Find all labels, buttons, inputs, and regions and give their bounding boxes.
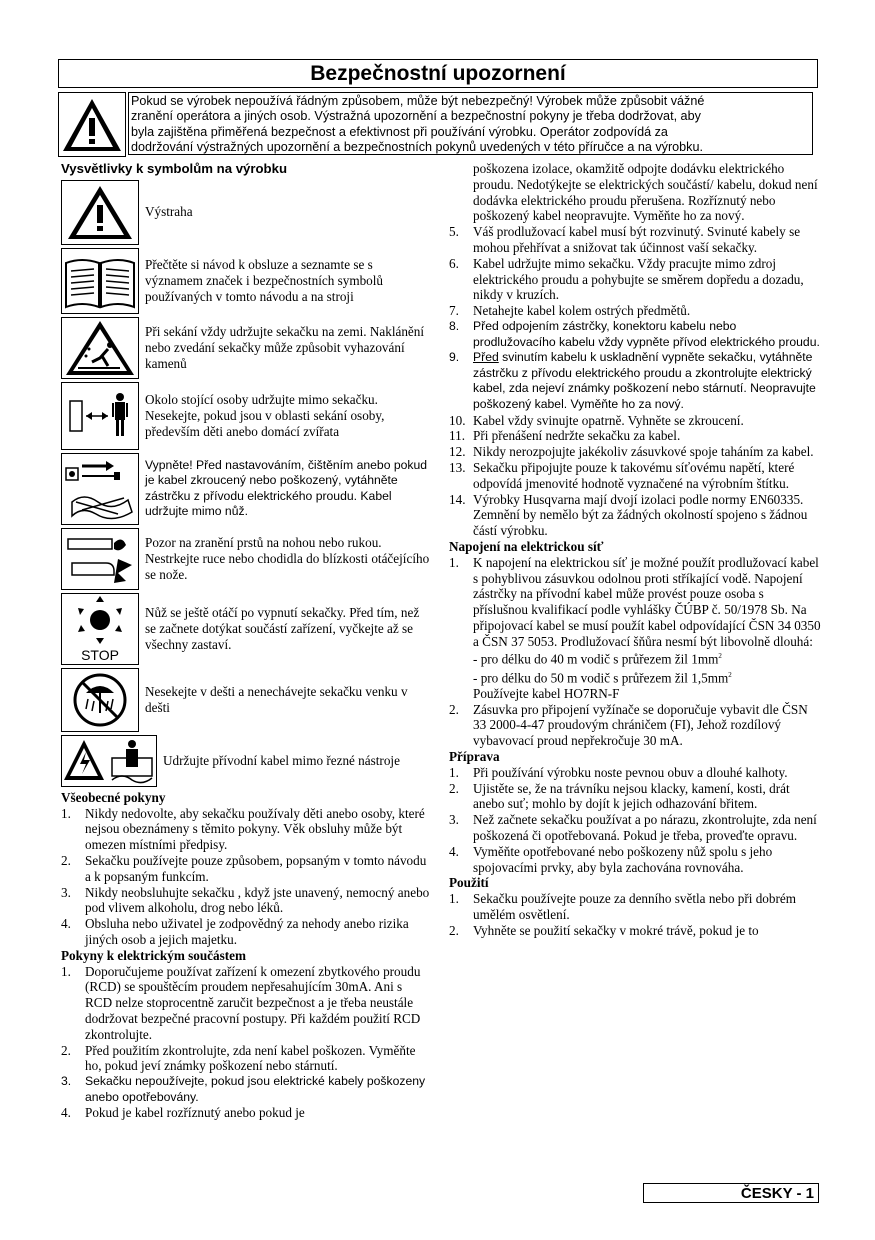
intro-line: byla zajištěna přiměřená bezpečnost a efektivnost při používání výrobku. Operátor zodpovídá za xyxy=(131,124,668,139)
blade-injury-icon xyxy=(61,528,139,590)
right-column xyxy=(449,161,821,939)
symbol-text: Udržujte přívodní kabel mimo řezné nástroje xyxy=(163,752,400,768)
symbol-row-unplug xyxy=(61,453,431,525)
warning-icon-frame xyxy=(58,92,126,157)
list-item: 2. Vyhněte se použití sekačky v mokré trávě, pokud je to xyxy=(449,922,759,938)
list-item: 12. Nikdy nerozpojujte jakékoliv zásuvkové spoje taháním za kabel. xyxy=(449,444,814,460)
electrical-item4-continuation: poškozena izolace, okamžitě odpojte dodávku elektrického proudu. Nedotýkejte se elektrických součástí/ kabelu, dokud není dodávka elektrického proudu přerušena. Rozříznutý nebo poškozený kabel neopravujte. Vyměňte ho za nový. xyxy=(473,161,818,224)
list-item: 1. Nikdy nedovolte, aby sekačku používaly děti anebo osoby, které nejsou obeznámeny s těmito pokyny. Věk obsluhy může být omezen místními předpisy. xyxy=(61,805,425,853)
list-item: 14. Výrobky Husqvarna mají dvojí izolaci podle normy EN60335. Zemnění by nemělo být za žádných okolností spojeno s žádnou částí výrobku. xyxy=(449,491,808,539)
preparation-heading: Příprava xyxy=(449,749,500,765)
mains-heading: Napojení na elektrickou síť xyxy=(449,538,604,554)
list-item: 2. Zásuvka pro připojení vyžínače se doporučuje vybavit dle ČSN 33 2000-4-47 proudovým chráničem (FI), Jehož rozdílový vybavovací proud nepřekročuje 30 mA. xyxy=(449,701,808,749)
intro-warning-text xyxy=(128,92,813,155)
list-item: 2. Ujistěte se, že na trávníku nejsou klacky, kamení, kosti, drát anebo suť; mohlo by dojít k jejich odhazování břitem. xyxy=(449,780,790,812)
symbol-text: Pozor na zranění prstů na nohou nebo rukou. Nestrkejte ruce nebo chodidla do blízkosti otáčejícího se nože. xyxy=(145,535,430,582)
list-item: 8. Před odpojením zástrčky, konektoru kabelu nebo prodlužovacího kabelu vždy vypněte přívod elektrického proudu. xyxy=(449,318,820,349)
list-item: 2. Sekačku používejte pouze způsobem, popsaným v tomto návodu a k popsaným funkcím. xyxy=(61,852,427,884)
symbol-row-cable-hazard xyxy=(61,735,431,787)
list-item: 5. Váš prodlužovací kabel musí být rozvinutý. Svinuté kabely se mohou přehřívat a snižovat tak účinnost vaší sekačky. xyxy=(449,224,801,255)
left-column xyxy=(61,161,431,1121)
warning-triangle-icon xyxy=(59,93,125,156)
list-item: 4. Pokud je kabel rozříznutý anebo pokud je xyxy=(61,1105,305,1121)
symbol-text: Nesekejte v dešti a nenechávejte sekačku venku v dešti xyxy=(145,684,408,715)
cable-blade-hazard-icon xyxy=(61,735,157,787)
symbol-text: Přečtěte si návod k obsluze a seznamte se s významem značek i bezpečnostních symbolů používaných v tomto návodu a na stroji xyxy=(145,257,384,304)
symbol-text: Výstraha xyxy=(145,204,193,220)
bystander-distance-icon xyxy=(61,382,139,450)
electrical-list-continued xyxy=(449,224,821,539)
symbol-text: Při sekání vždy udržujte sekačku na zemi. Naklánění nebo zvedání sekačky může způsobit vyhazování kamenů xyxy=(145,324,425,371)
general-heading: Všeobecné pokyny xyxy=(61,789,166,805)
mains-list xyxy=(449,555,821,749)
symbol-row-no-rain xyxy=(61,668,431,732)
usage-heading: Použití xyxy=(449,875,489,891)
symbol-row-blade-injury xyxy=(61,528,431,590)
unplug-cable-icon xyxy=(61,453,139,525)
list-item: 1. Při používání výrobku noste pevnou obuv a dlouhé kalhoty. xyxy=(449,764,788,780)
preparation-list xyxy=(449,765,821,876)
electrical-heading: Pokyny k elektrickým součástem xyxy=(61,947,246,963)
list-item: 3. Nikdy neobsluhujte sekačku , když jste unavený, nemocný anebo pod vlivem alkoholu, drog nebo léků. xyxy=(61,884,430,916)
wire-size-40m: - pro délku do 40 m vodič s průřezem žil $1mm^2$ xyxy=(473,651,722,667)
cable-type: Používejte kabel HO7RN-F xyxy=(473,685,620,701)
symbol-text: Nůž se ještě otáčí po vypnutí sekačky. Před tím, než se začnete dotýkat součástí zařízení, vyčkejte až se všechny zastaví. xyxy=(145,605,420,652)
page-footer-label: ČESKY - 1 xyxy=(643,1183,819,1203)
no-rain-icon xyxy=(61,668,139,732)
thrown-objects-icon xyxy=(61,317,139,379)
list-item: 9. Před svinutím kabelu k uskladnění vypněte sekačku, vytáhněte zástrčku z přívodu elektrického proudu a zkontrolujte elektrický kabel, zda nejeví známky poškození nebo stárnutí. Neopravujte poškozený kabel. Vyměňte ho za nový. xyxy=(449,350,816,411)
manual-book-icon xyxy=(61,248,139,314)
intro-line: Pokud se výrobek nepoužívá řádným způsobem, může být nebezpečný! Výrobek může způsobit vážné xyxy=(131,94,705,108)
intro-line: zranění operátora a jiných osob. Výstražná upozornění a bezpečnostní pokyny je třeba dodržovat, aby xyxy=(131,109,701,124)
list-item: 13. Sekačku připojujte pouze k takovému síťovému napětí, které odpovídá jmenovité hodnotě vyznačené na výrobním štítku. xyxy=(449,459,795,491)
wire-size-50m: - pro délku do 50 m vodič s průřezem žil $1,5mm^2$ xyxy=(473,670,732,686)
symbol-text: Vypněte! Před nastavováním, čištěním anebo pokud je kabel zkroucený nebo poškozený, vytáhněte zástrčku z přívodu elektrického proudu. Kabel udržujte mimo nůž. xyxy=(145,457,428,519)
list-item: 6. Kabel udržujte mimo sekačku. Vždy pracujte mimo zdroj elektrického proudu a pohybujte se směrem dopředu a dozadu, nikdy v kruzích. xyxy=(449,255,804,303)
warning-triangle-icon xyxy=(61,180,139,245)
page-title: Bezpečnostní upozornení xyxy=(58,59,818,88)
stop-blade-icon xyxy=(61,593,139,665)
symbol-row-warning xyxy=(61,180,431,245)
list-item: 10. Kabel vždy svinujte opatrně. Vyhněte se zkroucení. xyxy=(449,412,744,428)
list-item: 7. Netahejte kabel kolem ostrých předmětů. xyxy=(449,303,691,319)
list-item: 1. K napojení na elektrickou síť je možné použít prodlužovací kabel s pohyblivou zásuvkou odolnou proti stříkající vodě. Napojení zástrčky na přívodní kabel může provést pouze osoba s příslušnou kvalifikací podle vyhlášky ČÚBP č. 50/1978 Sb. Na připojovací kabel se musí použít kabel odpovídající ČSN 34 0350 a ČSN 37 5053. Prodlužovací šňůra nesmí být libovolně dlouhá: - pro délku do 40 m vodič s průřezem žil $1mm^2$ - pro délku do 50 m vodič s průřezem žil $1,5mm^2$ Používejte kabel HO7RN-F xyxy=(449,554,821,701)
general-list xyxy=(61,806,431,948)
symbols-heading: Vysvětlivky k symbolům na výrobku xyxy=(61,161,287,176)
symbol-row-manual xyxy=(61,248,431,314)
list-item: 3. Než začnete sekačku používat a po nárazu, zkontrolujte, zda není poškozená či opotřebovaná. Pokud je třeba, proveďte opravu. xyxy=(449,812,817,844)
symbol-row-stop xyxy=(61,593,431,665)
electrical-list xyxy=(61,964,431,1122)
symbol-text: Okolo stojící osoby udržujte mimo sekačku. Nesekejte, pokud jsou v oblasti sekání osoby, především děti anebo domácí zvířata xyxy=(145,392,385,439)
list-item: 4. Vyměňte opotřebované nebo poškozeny nůž spolu s jeho spojovacími prvky, aby byla zachována rovnováha. xyxy=(449,843,773,875)
intro-line: dodržování výstražných upozornění a bezpečnostních pokynů uvedených v této příručce a na výrobku. xyxy=(131,139,703,154)
list-item: 4. Obsluha nebo uživatel je zodpovědný za nehody anebo rizika jiných osob a jejich majetku. xyxy=(61,916,409,947)
list-item: 3. Sekačku nepoužívejte, pokud jsou elektrické kabely poškozeny anebo opotřebovány. xyxy=(61,1074,426,1104)
symbol-row-thrown-objects xyxy=(61,317,431,379)
list-item: 1. Doporučujeme používat zařízení k omezení zbytkového proudu (RCD) se spouštěcím proudem nepřesahujícím 30mA. Ani s RCD nelze stoprocentně zaručit bezpečnost a je třeba neustále dodržovat bezpečné pracovní postupy. Při každém použití RCD zkontrolujte. xyxy=(61,963,421,1042)
symbol-row-bystander xyxy=(61,382,431,450)
list-item: 1. Sekačku používejte pouze za denního světla nebo při dobrém umělém osvětlení. xyxy=(449,891,796,923)
stop-label: STOP xyxy=(81,646,119,663)
usage-list xyxy=(449,891,821,938)
list-item: 2. Před použitím zkontrolujte, zda není kabel poškozen. Vyměňte ho, pokud jeví známky poškození nebo stárnutí. xyxy=(61,1042,416,1074)
list-item: 11. Při přenášení nedržte sekačku za kabel. xyxy=(449,428,681,444)
